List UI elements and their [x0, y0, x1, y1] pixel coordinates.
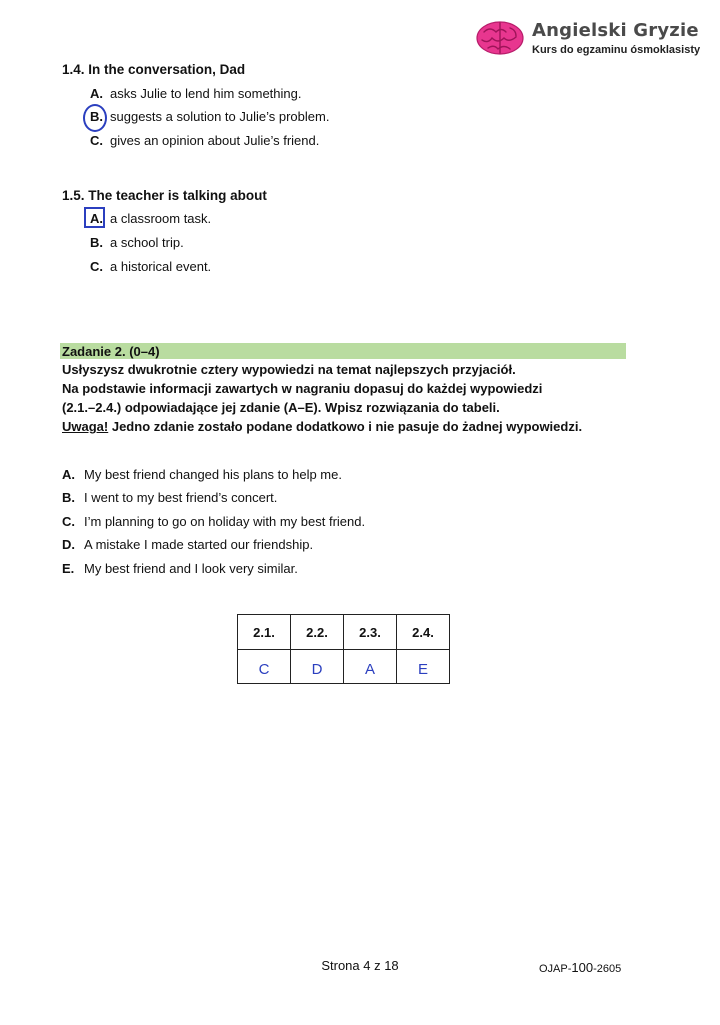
brand-subtitle: Kurs do egzaminu ósmoklasisty: [532, 44, 701, 56]
page-number: Strona 4 z 18: [321, 958, 399, 973]
brand-title: Angielski Gryzie: [532, 20, 699, 41]
question-1-5-option-b: B. a school trip.: [90, 235, 184, 250]
answer-cell[interactable]: A: [344, 650, 397, 684]
answer-table-header-cell: 2.2.: [291, 615, 344, 650]
answer-cell[interactable]: E: [397, 650, 450, 684]
instruction-line: (2.1.–2.4.) odpowiadające jej zdanie (A–E). Wpisz rozwiązania do tabeli.: [62, 400, 500, 415]
question-number: 1.4.: [62, 62, 85, 77]
sentence-a: A. My best friend changed his plans to help me.: [62, 467, 342, 482]
sentence-e: E. My best friend and I look very similar.: [62, 561, 298, 576]
answer-table-header-cell: 2.4.: [397, 615, 450, 650]
question-1-4-option-c: C. gives an opinion about Julie’s friend.: [90, 133, 320, 148]
question-1-4-option-a: A. asks Julie to lend him something.: [90, 86, 302, 101]
answer-table-header-cell: 2.3.: [344, 615, 397, 650]
answer-table: [237, 614, 450, 684]
answer-table-header-row: [238, 615, 450, 650]
instruction-line: Na podstawie informacji zawartych w nagraniu dopasuj do każdej wypowiedzi: [62, 381, 543, 396]
instruction-line: Usłyszysz dwukrotnie cztery wypowiedzi na temat najlepszych przyjaciół.: [62, 362, 516, 377]
question-1-4-heading: [62, 62, 245, 77]
question-1-4-option-b: B. suggests a solution to Julie’s problem.: [90, 109, 330, 124]
exam-code: OJAP-100-2605: [539, 960, 622, 975]
note-text: Jedno zdanie zostało podane dodatkowo i nie pasuje do żadnej wypowiedzi.: [108, 419, 583, 434]
note-label: Uwaga!: [62, 419, 109, 434]
question-1-5-option-c: C. a historical event.: [90, 259, 212, 274]
sentence-b: B. I went to my best friend’s concert.: [62, 490, 278, 505]
sentence-c: C. I’m planning to go on holiday with my best friend.: [62, 514, 366, 529]
question-prompt: The teacher is talking about: [88, 188, 267, 203]
answer-cell[interactable]: D: [291, 650, 344, 684]
sentence-d: D. A mistake I made started our friendship.: [62, 537, 314, 552]
question-1-5-option-a: A. a classroom task.: [90, 211, 212, 226]
question-number: 1.5.: [62, 188, 85, 203]
question-prompt: In the conversation, Dad: [88, 62, 246, 77]
answer-circle-mark: [83, 104, 107, 132]
answer-table-header-cell: 2.1.: [238, 615, 291, 650]
task-title: Zadanie 2. (0–4): [62, 344, 160, 359]
answer-table-answer-row: [238, 650, 450, 684]
brand-header: [470, 14, 710, 64]
question-1-5-heading: [62, 188, 267, 203]
answer-box-mark: [84, 207, 105, 228]
brain-icon: [474, 18, 526, 58]
answer-cell[interactable]: C: [238, 650, 291, 684]
instruction-note: [62, 419, 582, 434]
